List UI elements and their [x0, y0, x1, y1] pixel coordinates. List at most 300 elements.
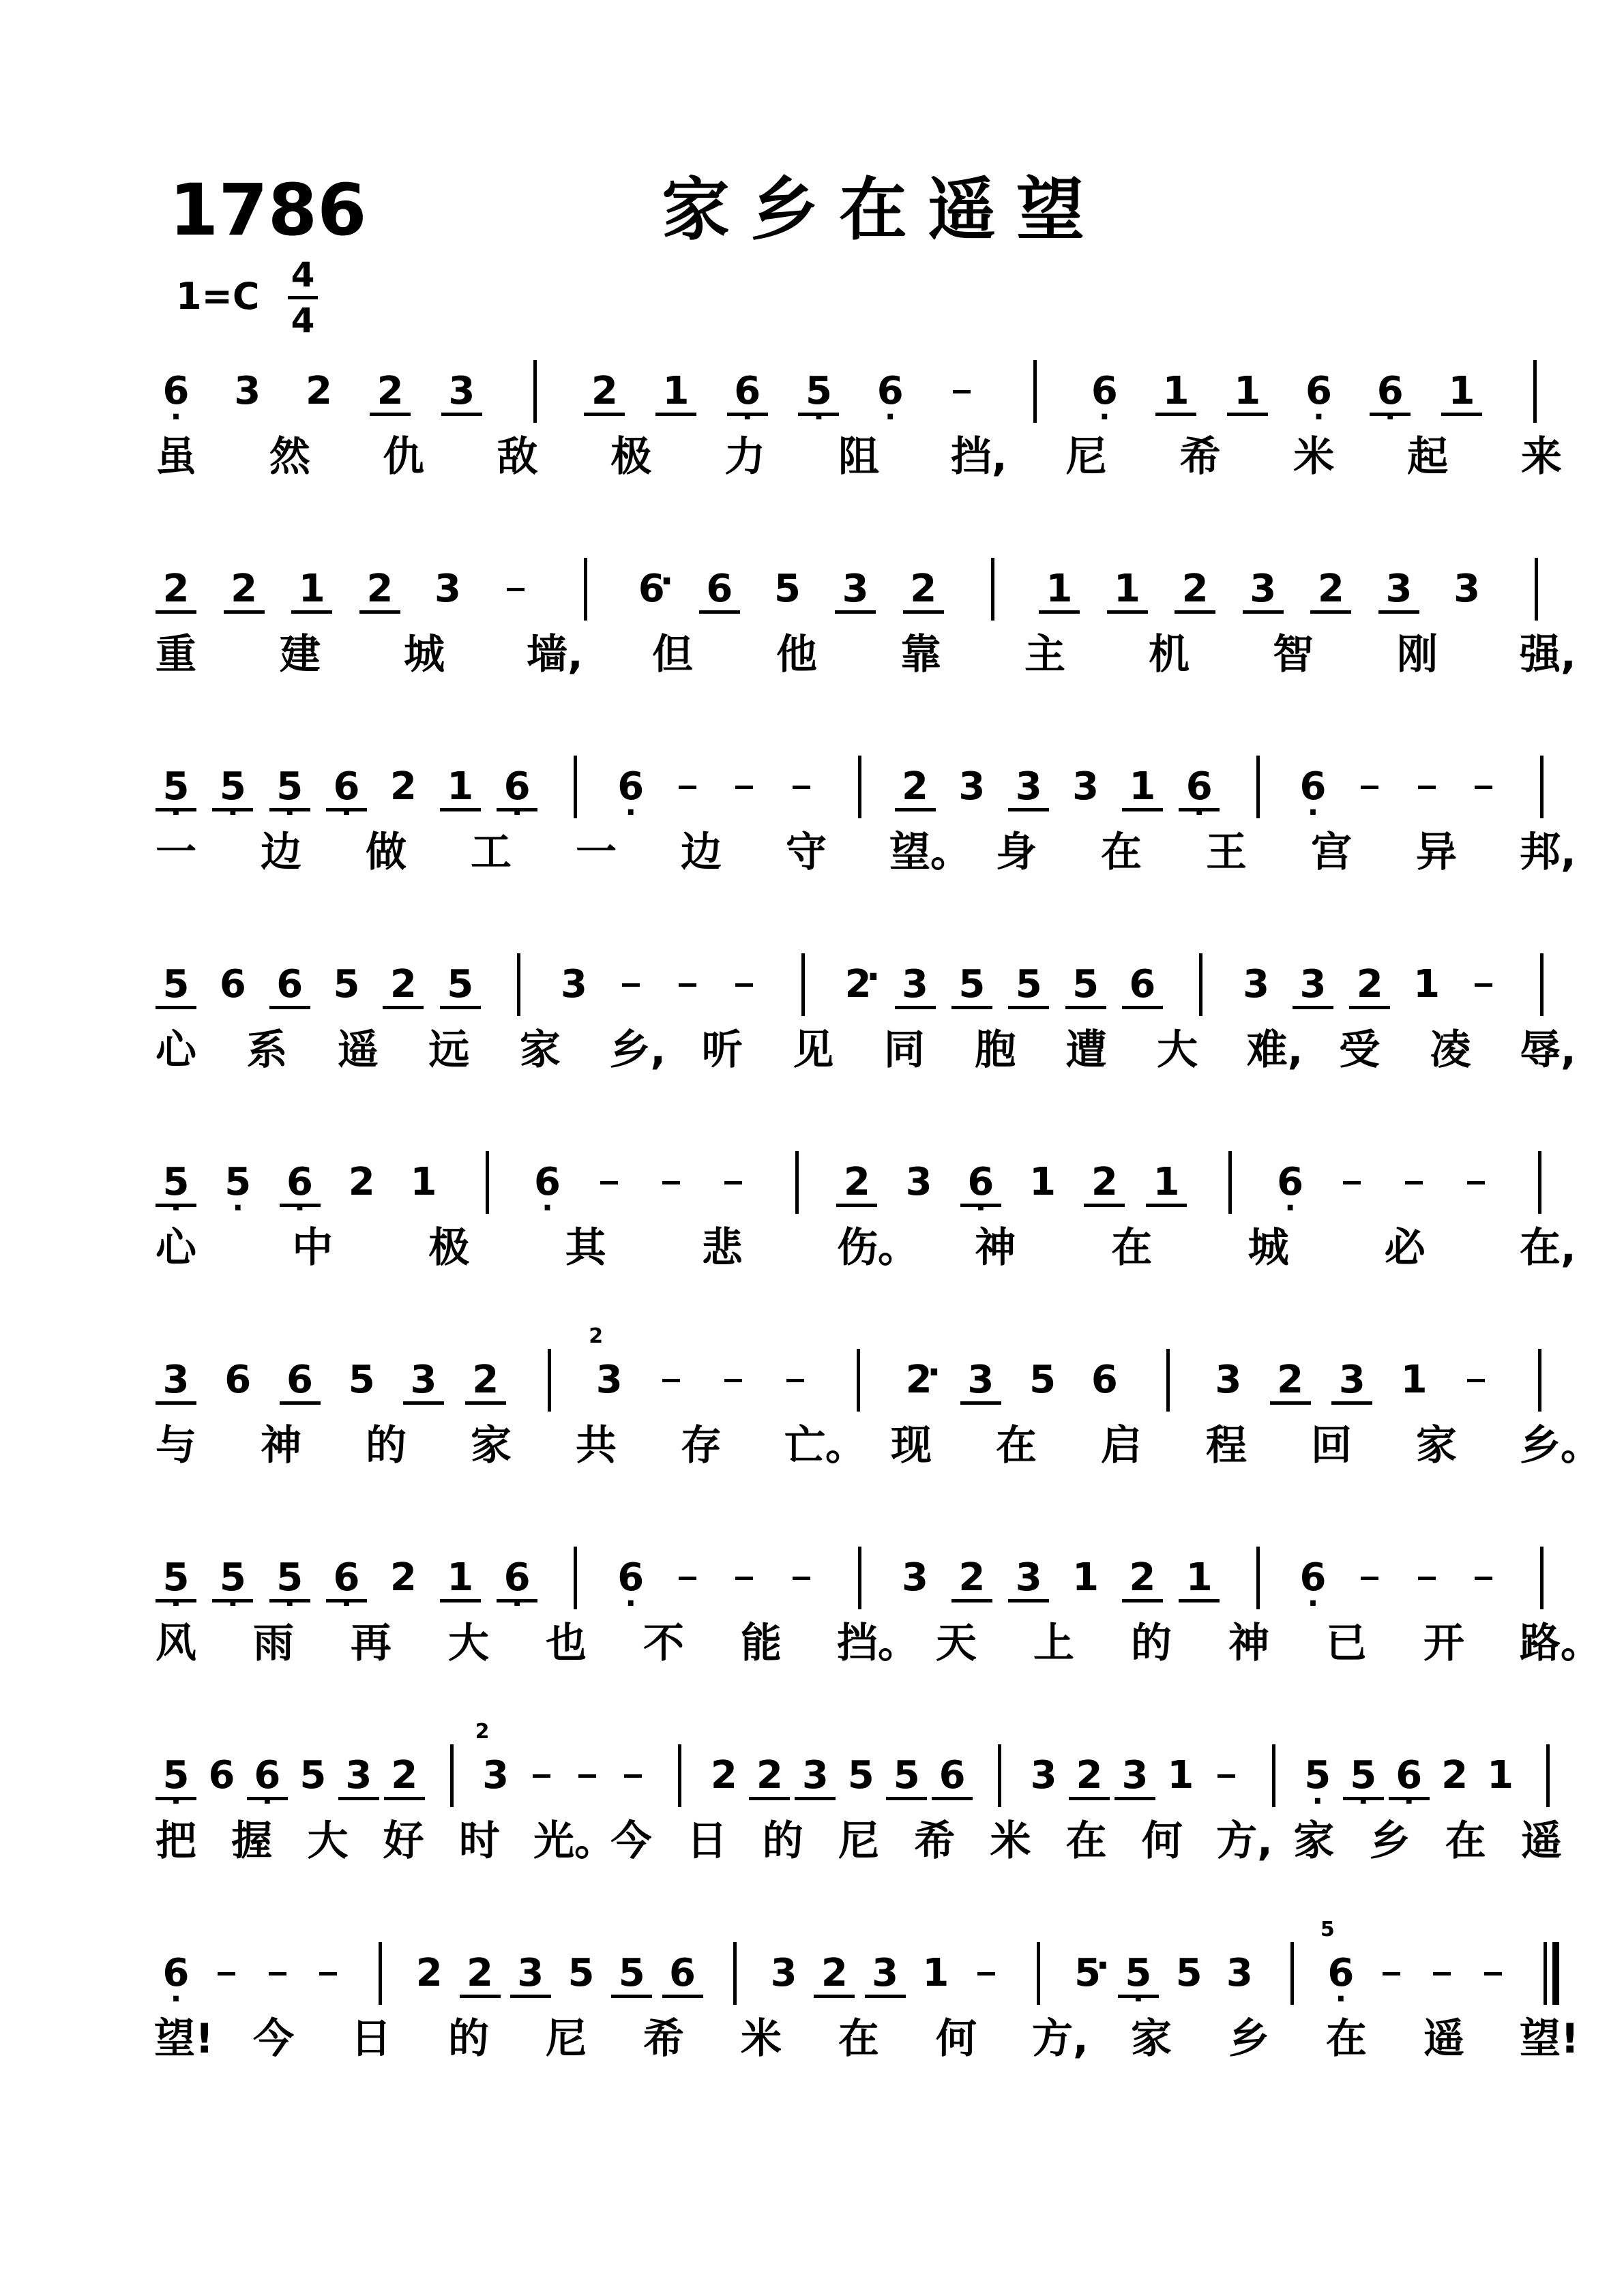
lyric-word: 遥 — [1423, 2015, 1464, 2063]
sustain-dash — [578, 1774, 596, 1778]
lyric-word: 乡。 — [1520, 1422, 1601, 1470]
sustain-dash — [1383, 1972, 1400, 1976]
barline — [1033, 360, 1037, 423]
lyric-word: 雨 — [253, 1620, 294, 1667]
lyric-word: 尼 — [1065, 433, 1107, 481]
sustain-dash — [269, 1972, 286, 1976]
note: · 6 — [533, 1161, 563, 1204]
note: 2 — [365, 567, 395, 611]
note: 5 — [957, 963, 987, 1007]
score-row — [0, 934, 1624, 1112]
sustain-dash — [218, 1972, 235, 1976]
lyric-word: 靠 — [900, 631, 941, 679]
note: 5 — [348, 1358, 375, 1402]
lyric-word: 遥 — [1521, 1817, 1562, 1865]
note: 3 — [1248, 567, 1278, 611]
note: 3 — [870, 1952, 900, 1995]
lyric-word: 神 — [261, 1422, 301, 1470]
note: · 5 — [223, 1161, 253, 1204]
time-signature — [286, 255, 319, 340]
note: · 6 — [1298, 765, 1328, 809]
lyric-word: 希 — [914, 1817, 956, 1865]
note: 5 — [1029, 1358, 1057, 1402]
notation-line — [0, 934, 1624, 1023]
lyric-word: 在 — [1445, 1817, 1486, 1865]
lyric-word: 希 — [643, 2015, 684, 2063]
note: 3 — [1453, 567, 1481, 611]
note: · 6 — [966, 1161, 996, 1204]
note: 1 — [1167, 1753, 1194, 1798]
note: 5 — [891, 1754, 921, 1798]
note: 6 — [285, 1358, 315, 1402]
lyric-word: 城 — [404, 631, 445, 679]
note: 5 — [161, 963, 191, 1007]
note: 2 — [389, 1754, 419, 1798]
notation-line — [0, 1918, 1624, 2012]
note: · 6 — [1303, 370, 1333, 413]
lyric-word: 刚 — [1397, 631, 1438, 679]
lyric-word: 家 — [1293, 1817, 1335, 1865]
sustain-dash — [1405, 1181, 1423, 1184]
note: 2 — [842, 1161, 872, 1204]
sustain-dash — [735, 1577, 753, 1580]
lyric-word: 在 — [1326, 2015, 1367, 2063]
note: 2 — [415, 1951, 443, 1995]
lyric-word: 力 — [724, 433, 766, 481]
lyric-word: 一 — [576, 829, 617, 876]
note: 3 — [595, 1358, 623, 1402]
sustain-dash — [1475, 1577, 1492, 1580]
note: 3 — [161, 1358, 191, 1402]
barline — [1037, 1942, 1040, 2005]
lyric-word: 身 — [996, 829, 1037, 876]
score-row — [0, 1324, 1624, 1507]
lyric-word: 守 — [786, 829, 827, 876]
lyric-word: 存 — [681, 1422, 722, 1470]
note: 2 — [900, 765, 930, 809]
note: · 6 — [636, 567, 666, 611]
sustain-dash — [507, 588, 525, 591]
score-row — [0, 539, 1624, 716]
note: · 5 — [275, 1556, 305, 1600]
lyrics-line — [0, 430, 1624, 491]
note: 1 — [1447, 370, 1477, 413]
lyric-word: 极 — [428, 1224, 470, 1272]
lyric-word: 时 — [458, 1817, 500, 1865]
lyric-word: 方, — [1216, 1817, 1273, 1865]
note: 3 — [1243, 962, 1270, 1007]
note: · 6 — [161, 1952, 191, 1995]
barline — [1540, 756, 1544, 818]
note: · 6 — [1298, 1556, 1328, 1600]
note: · 5 — [275, 765, 305, 809]
grace-note: 5 — [1320, 1918, 1335, 1941]
sustain-dash — [1418, 786, 1436, 789]
lyrics-line — [0, 1221, 1624, 1282]
lyric-word: 他 — [776, 631, 817, 679]
note: 3 — [516, 1952, 546, 1995]
note: · 6 — [616, 765, 646, 809]
note: · 6 — [1275, 1161, 1305, 1204]
note: 2 — [388, 963, 418, 1007]
note: 5 — [847, 1753, 874, 1798]
note: 6 — [275, 963, 305, 1007]
lyric-word: 中 — [292, 1224, 334, 1272]
score-row — [0, 736, 1624, 914]
note: 2 — [389, 1555, 417, 1600]
score-row — [0, 1720, 1624, 1903]
lyric-word: 日 — [351, 2015, 392, 2063]
time-signature-top: 4 — [291, 255, 315, 295]
note: 2 — [819, 1952, 849, 1995]
sustain-dash — [793, 1577, 810, 1580]
lyric-word: 家 — [519, 1026, 561, 1074]
note: 2 — [909, 567, 939, 611]
lyric-word: 神 — [975, 1224, 1016, 1272]
notation-line — [0, 539, 1624, 627]
note: 3 — [1014, 765, 1044, 809]
note: · 6 — [252, 1754, 282, 1798]
note: · 6 — [733, 370, 763, 413]
note: 2 — [1441, 1753, 1468, 1798]
note: 2 — [389, 764, 417, 809]
lyric-word: 已 — [1326, 1620, 1367, 1667]
sustain-dash — [793, 786, 810, 789]
lyric-word: 边 — [261, 829, 301, 876]
note: 1 — [445, 765, 475, 809]
note: 1 — [1044, 567, 1074, 611]
note: · 6 — [616, 1556, 646, 1600]
lyric-word: 智 — [1273, 631, 1314, 679]
lyric-word: 一 — [156, 829, 196, 876]
barline — [801, 953, 805, 1016]
note: 5 — [445, 963, 475, 1007]
lyric-word: 现 — [891, 1422, 932, 1470]
lyric-word: 重 — [156, 631, 196, 679]
note: 1 — [410, 1160, 437, 1204]
sustain-dash — [724, 1181, 742, 1184]
note: 3 — [800, 1754, 830, 1798]
note: 5 — [333, 962, 360, 1007]
note: · 6 — [1089, 370, 1119, 413]
barline — [584, 558, 587, 621]
note: 3 — [1120, 1754, 1150, 1798]
note: · 5 — [1348, 1754, 1378, 1798]
barline — [998, 1744, 1001, 1807]
note: 3 — [434, 567, 461, 611]
note: 1 — [1151, 1161, 1181, 1204]
note: · 6 — [285, 1161, 315, 1204]
lyric-word: 大 — [1157, 1026, 1198, 1074]
barline — [1228, 1151, 1232, 1214]
note: 2 — [1355, 963, 1385, 1007]
lyric-word: 必 — [1384, 1224, 1426, 1272]
sustain-dash — [679, 786, 696, 789]
note: · 6 — [161, 370, 191, 413]
lyric-word: 机 — [1149, 631, 1190, 679]
note: 1 — [1112, 567, 1142, 611]
barline — [1199, 953, 1202, 1016]
note: 6 — [1091, 1358, 1118, 1402]
note: · 5 — [218, 765, 248, 809]
note: 3 — [1226, 1951, 1253, 1995]
note: 3 — [1072, 764, 1099, 809]
note: 2 — [348, 1160, 375, 1204]
lyric-word: 挡, — [950, 433, 1007, 481]
barline — [678, 1744, 681, 1807]
note: 6 — [937, 1754, 967, 1798]
lyric-word: 极 — [610, 433, 652, 481]
sustain-dash — [662, 1379, 680, 1382]
note: 2 — [465, 1952, 495, 1995]
note: 5 — [774, 567, 801, 611]
note: 1 — [1127, 765, 1157, 809]
score-row — [0, 341, 1624, 518]
note: 5 — [617, 1952, 647, 1995]
note: 3 — [958, 764, 986, 809]
sustain-dash — [679, 1577, 696, 1580]
note: 2 — [589, 370, 619, 413]
lyric-word: 边 — [681, 829, 722, 876]
lyric-word: 敌 — [497, 433, 538, 481]
lyric-word: 胞 — [975, 1026, 1016, 1074]
barline — [450, 1744, 454, 1807]
note: 1 — [1232, 370, 1263, 413]
time-signature-bottom: 4 — [291, 301, 315, 340]
note: · 5 — [161, 1161, 191, 1204]
lyric-word: 也 — [546, 1620, 587, 1667]
barline — [858, 1547, 861, 1609]
lyric-word: 城 — [1247, 1224, 1289, 1272]
lyric-word: 开 — [1423, 1620, 1464, 1667]
barline — [1256, 1547, 1260, 1609]
note: 5 — [567, 1951, 595, 1995]
lyric-word: 异 — [1416, 829, 1457, 876]
lyric-word: 家 — [1416, 1422, 1457, 1470]
note: 2 — [375, 370, 405, 413]
note: 6 — [219, 962, 246, 1007]
lyric-word: 墙, — [527, 631, 583, 679]
note: 2 — [1316, 567, 1346, 611]
lyric-word: 受 — [1339, 1026, 1381, 1074]
lyric-word: 听 — [701, 1026, 743, 1074]
lyric-word: 在, — [1520, 1224, 1576, 1272]
lyric-word: 乡 — [1369, 1817, 1411, 1865]
sustain-dash — [1475, 983, 1492, 987]
note: 6 — [208, 1753, 235, 1798]
barline — [1540, 953, 1544, 1016]
note: 3 — [1030, 1753, 1057, 1798]
note: 2 — [1180, 567, 1210, 611]
note: 1 — [445, 1556, 475, 1600]
note: 1 — [1487, 1753, 1514, 1798]
note: 6 — [1127, 963, 1157, 1007]
note: 5 — [1014, 963, 1044, 1007]
note: 6 — [705, 567, 735, 611]
sustain-dash — [953, 390, 971, 393]
note: · 6 — [1326, 1952, 1356, 1995]
note: 3 — [900, 963, 930, 1007]
sustain-dash — [786, 1379, 804, 1382]
lyric-word: 路。 — [1520, 1620, 1601, 1667]
note: 2 — [1074, 1754, 1104, 1798]
lyric-word: 日 — [686, 1817, 728, 1865]
lyric-word: 邦, — [1520, 829, 1576, 876]
note: 2 — [1275, 1358, 1305, 1402]
sustain-dash — [977, 1972, 995, 1976]
song-title: 家乡在遥望 — [662, 170, 1105, 250]
lyric-word: 远 — [428, 1026, 470, 1074]
lyric-word: 大 — [307, 1817, 349, 1865]
note: 2 — [161, 567, 191, 611]
lyric-word: 仇 — [383, 433, 424, 481]
barline — [1535, 558, 1538, 621]
lyric-word: 系 — [246, 1026, 288, 1074]
lyric-word: 凌 — [1430, 1026, 1471, 1074]
lyric-word: 尼 — [838, 1817, 879, 1865]
lyrics-line — [0, 627, 1624, 689]
lyric-word: 望! — [1520, 2015, 1580, 2063]
lyric-word: 的 — [762, 1817, 803, 1865]
score-row — [0, 1527, 1624, 1705]
lyric-word: 在 — [1111, 1224, 1153, 1272]
lyric-word: 心 — [156, 1224, 196, 1272]
note: 3 — [902, 1555, 928, 1600]
note: · 2 — [904, 1358, 934, 1402]
lyric-word: 把 — [156, 1817, 196, 1865]
lyric-word: 的 — [448, 2015, 489, 2063]
lyric-word: 风 — [156, 1620, 196, 1667]
barline — [574, 756, 577, 818]
note: 3 — [840, 567, 870, 611]
sustain-dash — [1484, 1972, 1502, 1976]
sustain-dash — [735, 983, 753, 987]
lyric-word: 阻 — [838, 433, 879, 481]
lyrics-line — [0, 1814, 1624, 1875]
song-number: 1786 — [169, 168, 367, 252]
note: · 5 — [161, 765, 191, 809]
barline — [1533, 360, 1537, 423]
lyric-word: 与 — [156, 1422, 196, 1470]
notation-line — [0, 736, 1624, 825]
note: 2 — [229, 567, 259, 611]
barline — [1546, 1744, 1550, 1807]
note: 2 — [710, 1753, 737, 1798]
lyric-word: 见 — [793, 1026, 834, 1074]
lyric-word: 遭 — [1065, 1026, 1107, 1074]
lyric-word: 共 — [576, 1422, 617, 1470]
lyric-word: 工 — [471, 829, 512, 876]
lyric-word: 宫 — [1311, 829, 1352, 876]
note: 3 — [1014, 1556, 1044, 1600]
sustain-dash — [1433, 1972, 1451, 1976]
lyric-word: 神 — [1228, 1620, 1269, 1667]
note: · 6 — [875, 370, 905, 413]
lyric-word: 回 — [1311, 1422, 1352, 1470]
barline — [991, 558, 994, 621]
barline — [379, 1942, 382, 2005]
sustain-dash — [1343, 1181, 1361, 1184]
sustain-dash — [1467, 1379, 1485, 1382]
sustain-dash — [1361, 786, 1378, 789]
lyric-word: 何 — [936, 2015, 977, 2063]
sustain-dash — [1217, 1774, 1235, 1778]
lyric-word: 不 — [643, 1620, 684, 1667]
note: · 5 — [1303, 1754, 1333, 1798]
note: · 2 — [843, 963, 873, 1007]
sustain-dash — [662, 1181, 680, 1184]
lyrics-line — [0, 825, 1624, 886]
sustain-dash — [600, 1181, 618, 1184]
barline — [1538, 1349, 1541, 1412]
notation-line — [0, 341, 1624, 430]
lyric-word: 启 — [1101, 1422, 1142, 1470]
note: 2 — [1089, 1161, 1119, 1204]
note: · 6 — [331, 1556, 361, 1600]
lyric-word: 米 — [1293, 433, 1335, 481]
lyric-word: 家 — [471, 1422, 512, 1470]
note: 1 — [1029, 1160, 1057, 1204]
note: 6 — [668, 1952, 698, 1995]
lyric-word: 望。 — [889, 829, 971, 876]
lyric-word: 主 — [1024, 631, 1065, 679]
note: 3 — [482, 1753, 510, 1798]
lyric-word: 光。 — [533, 1817, 616, 1865]
lyric-word: 望! — [154, 2015, 214, 2063]
notation-line — [0, 1720, 1624, 1814]
lyric-word: 今 — [253, 2015, 294, 2063]
lyric-word: 在 — [996, 1422, 1037, 1470]
lyric-word: 尼 — [546, 2015, 587, 2063]
lyric-word: 能 — [741, 1620, 782, 1667]
note: 3 — [770, 1951, 797, 1995]
note: 2 — [471, 1358, 501, 1402]
lyric-word: 何 — [1141, 1817, 1183, 1865]
lyric-word: 米 — [990, 1817, 1031, 1865]
lyric-word: 大 — [448, 1620, 489, 1667]
lyric-word: 然 — [269, 433, 310, 481]
note: 2 — [305, 369, 332, 413]
lyric-word: 再 — [351, 1620, 392, 1667]
note: 1 — [297, 567, 327, 611]
score-row — [0, 1132, 1624, 1309]
lyric-word: 同 — [883, 1026, 925, 1074]
lyric-word: 米 — [741, 2015, 782, 2063]
note: · 5 — [218, 1556, 248, 1600]
lyric-word: 上 — [1033, 1620, 1074, 1667]
note: 3 — [905, 1160, 932, 1204]
notation-line — [0, 1527, 1624, 1616]
barline — [1166, 1349, 1170, 1412]
lyric-word: 握 — [231, 1817, 273, 1865]
lyric-word: 建 — [280, 631, 321, 679]
grace-note: 2 — [589, 1324, 604, 1348]
score-row — [0, 1918, 1624, 2100]
lyric-word: 希 — [1179, 433, 1221, 481]
lyric-word: 来 — [1521, 433, 1562, 481]
sustain-dash — [624, 1774, 642, 1778]
note: · 6 — [331, 765, 361, 809]
barline — [1538, 1151, 1541, 1214]
note: 6 — [224, 1358, 252, 1402]
note: 5 — [1175, 1951, 1202, 1995]
note: · 6 — [1184, 765, 1214, 809]
barline — [1272, 1744, 1275, 1807]
note: 5 — [299, 1753, 327, 1798]
note: 2 — [1127, 1556, 1157, 1600]
barline — [1290, 1942, 1294, 2005]
barline — [574, 1547, 577, 1609]
